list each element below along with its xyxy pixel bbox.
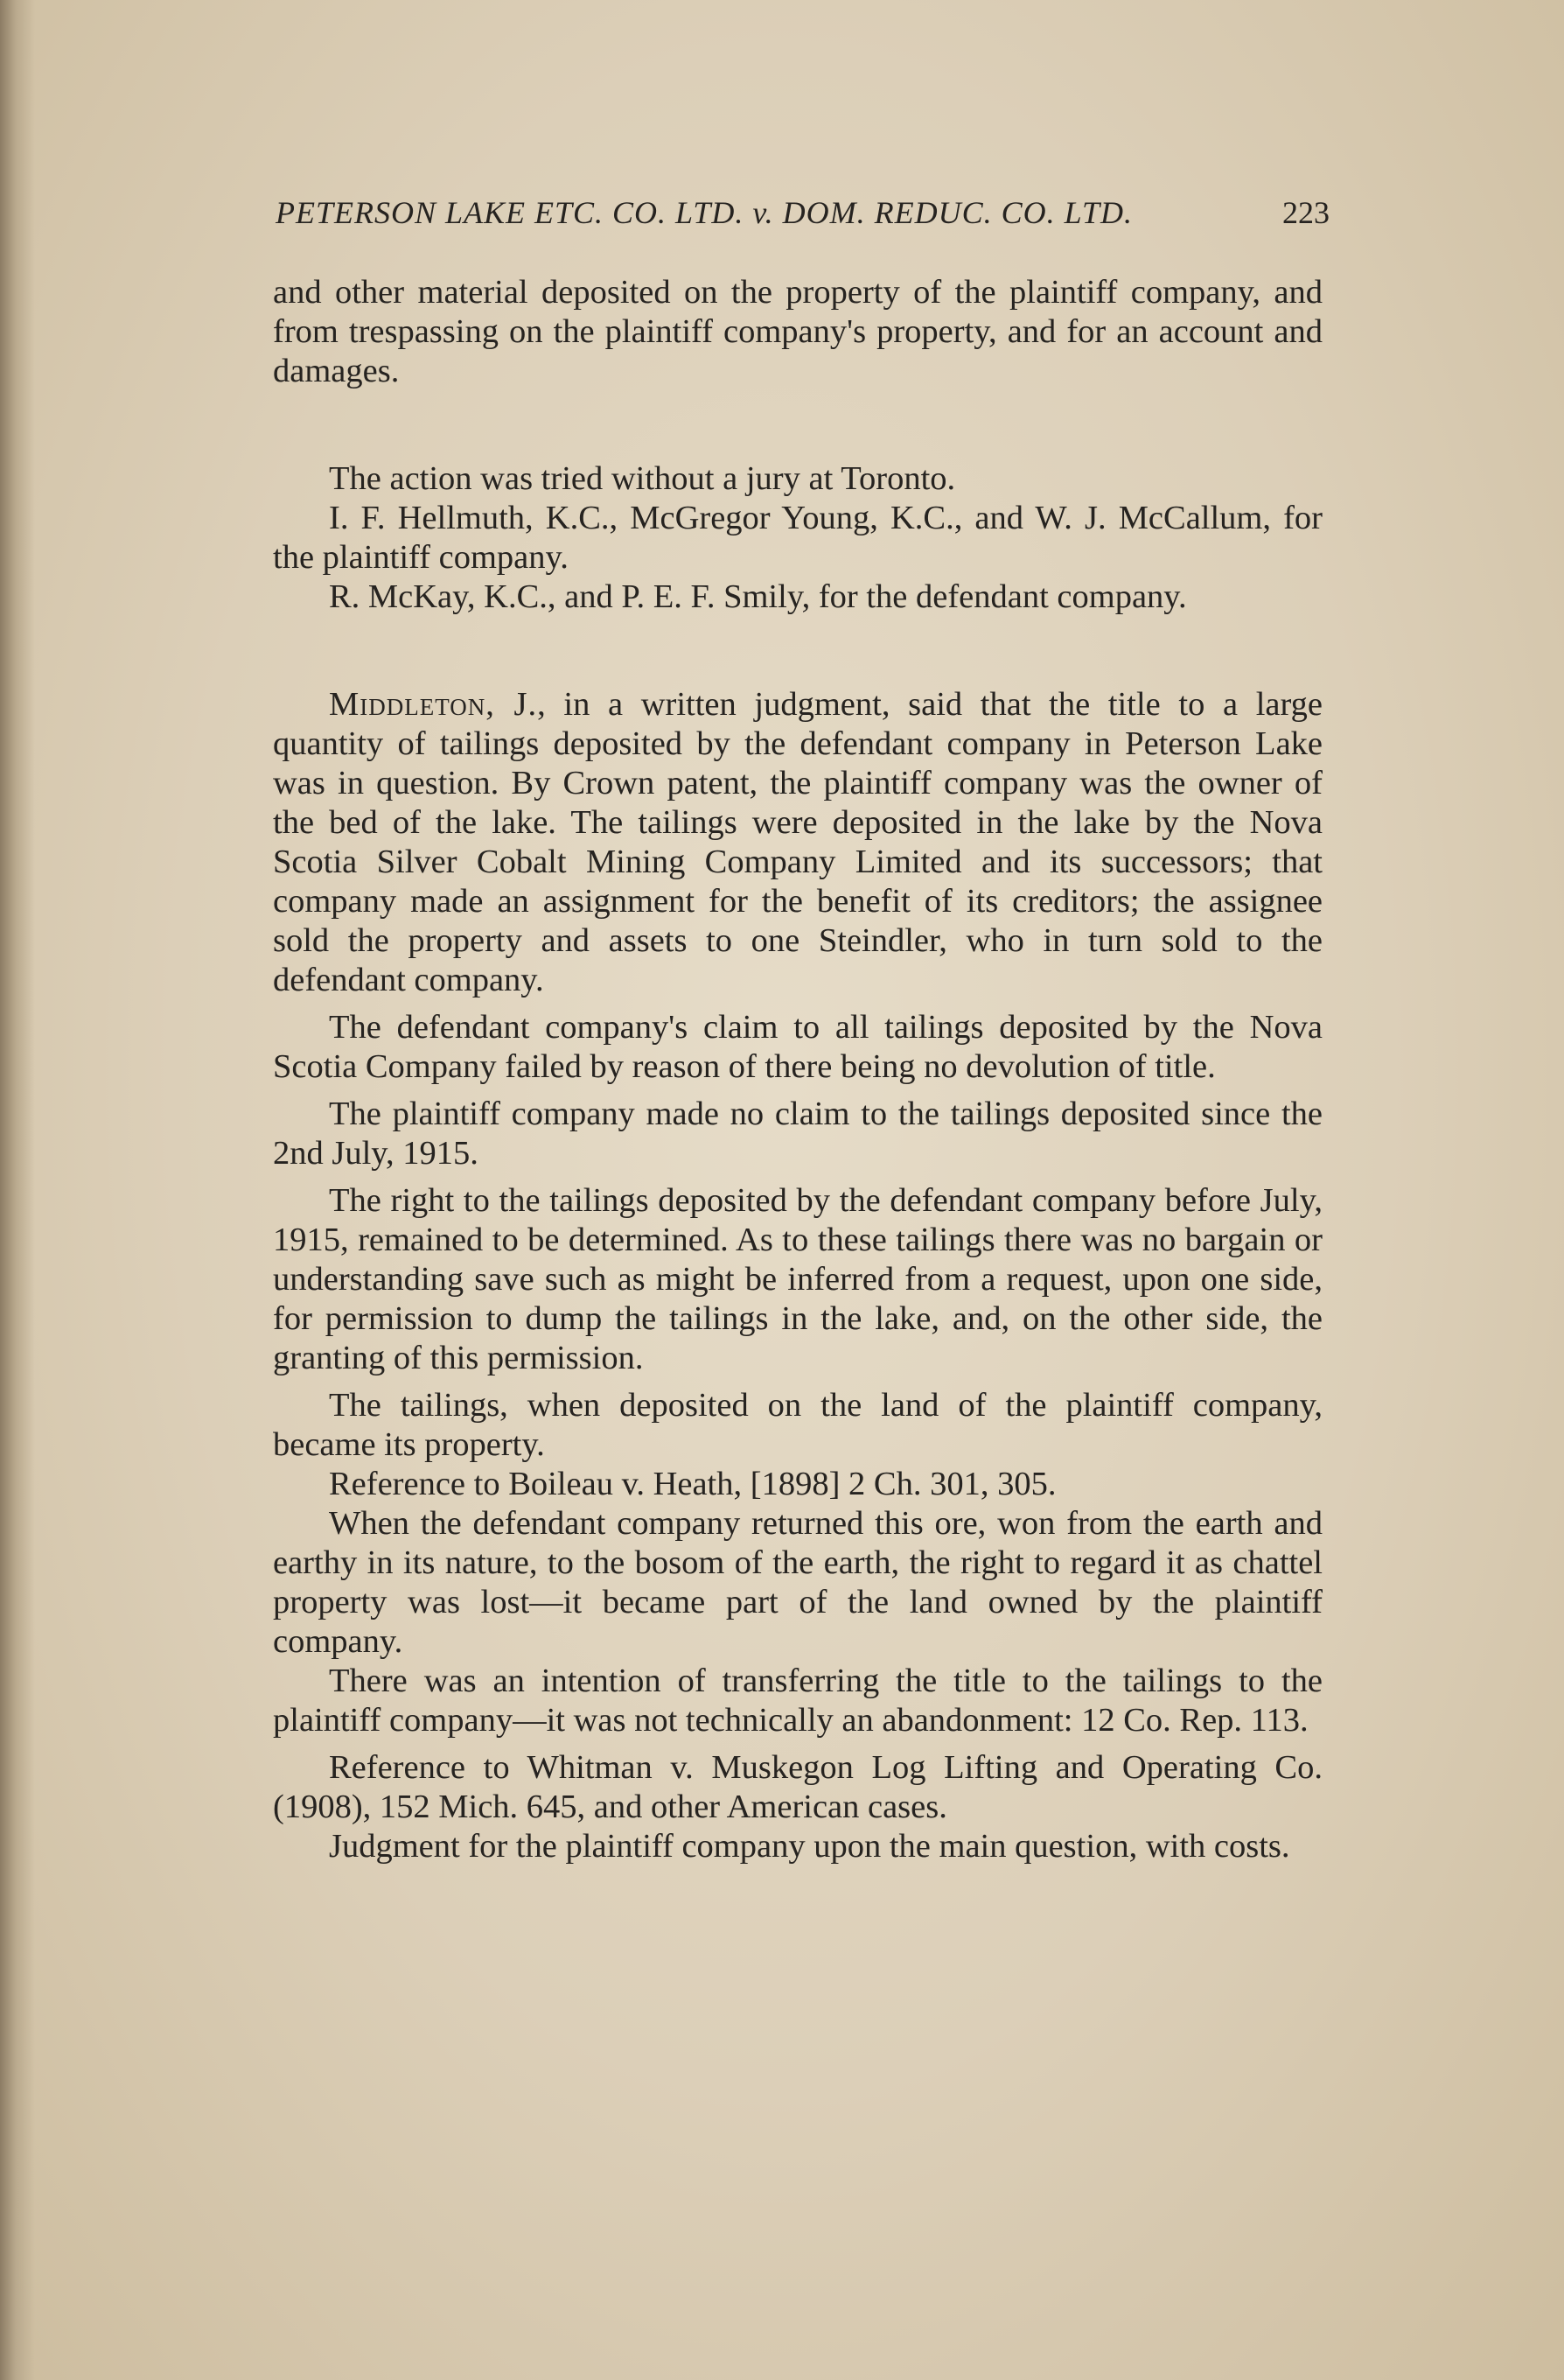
final-judgment-paragraph: Judgment for the plaintiff company upon the main question, with costs.	[329, 1828, 1290, 1865]
counsel-defendant-paragraph: R. McKay, K.C., and P. E. F. Smily, for the defendant company.	[329, 578, 1187, 615]
trial-paragraph: The action was tried without a jury at Toronto.	[329, 460, 956, 497]
claim-paragraph: The defendant company's claim to all tailings deposited by the Nova Scotia Company failed by reason of there being no devolution of title.	[273, 1009, 1323, 1085]
returned-paragraph: When the defendant company returned this ore, won from the earth and earthy in its nature, to the bosom of the earth, the right to regard it as chattel property was lost—it became part of the land owned by the plaintiff company.	[273, 1505, 1323, 1660]
counsel-plaintiff-paragraph: I. F. Hellmuth, K.C., McGregor Young, K.C., and W. J. McCallum, for the plaintiff company.	[273, 500, 1323, 576]
judge-name: Middleton, J.	[329, 686, 538, 723]
judgment-paragraph	[273, 685, 1323, 1000]
right-paragraph: The right to the tailings deposited by the defendant company before July, 1915, remained to be determined. As to these tailings there was no bargain or understanding save such as might be inferred from a request, upon one side, for permission to dump the tailings in the lake, and, on the other side, the granting of this permission.	[273, 1182, 1323, 1376]
intention-paragraph: There was an intention of transferring the title to the tailings to the plaintiff company—it was not technically an abandonment: 12 Co. Rep. 113.	[273, 1662, 1323, 1739]
boileau-reference: Reference to Boileau v. Heath, [1898] 2 Ch. 301, 305.	[329, 1466, 1057, 1502]
running-title: PETERSON LAKE ETC. CO. LTD. v. DOM. REDUC. CO. LTD.	[276, 195, 1133, 230]
page-number: 223	[1282, 195, 1330, 230]
no-claim-paragraph: The plaintiff company made no claim to the tailings deposited since the 2nd July, 1915.	[273, 1096, 1323, 1172]
judgment-text: , in a written judgment, said that the title to a large quantity of tailings deposited by the defendant company in Peterson Lake was in question. By Crown patent, the plaintiff company was the owner of the bed of the lake. The tailings were deposited in the lake by the Nova Scotia Silver Cobalt Mining Company Limited and its successors; that company made an assignment for the benefit of its creditors; the assignee sold the property and assets to one Steindler, who in turn sold to the defendant company.	[273, 686, 1323, 998]
property-paragraph: The tailings, when deposited on the land of the plaintiff company, became its property.	[273, 1387, 1323, 1463]
body-text	[273, 273, 1323, 1866]
whitman-reference: Reference to Whitman v. Muskegon Log Lifting and Operating Co. (1908), 152 Mich. 645, and other American cases.	[273, 1749, 1323, 1825]
continuation-paragraph: and other material deposited on the property of the plaintiff company, and from trespassing on the plaintiff company's property, and for an account and damages.	[273, 274, 1323, 389]
binding-shadow	[0, 0, 35, 2380]
running-head	[276, 194, 1330, 247]
